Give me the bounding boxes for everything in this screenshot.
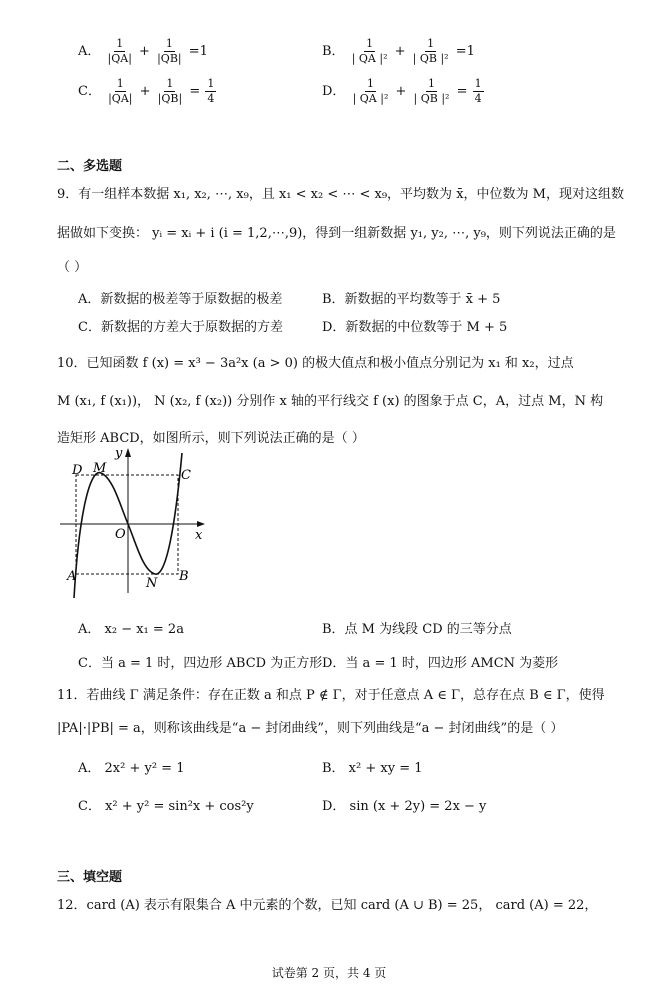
option-9b: B．新数据的平均数等于 x̄ + 5: [322, 292, 501, 307]
fraction: $\frac{1}{4}$: [474, 77, 482, 105]
fraction: $\frac{1}{|QA|}$: [107, 37, 132, 65]
label-a: A: [67, 569, 77, 584]
option-11a: A． 2x² + y² = 1: [78, 761, 185, 776]
label-y: y: [115, 446, 123, 461]
fraction: $\frac{1}{|QA|}$: [108, 77, 133, 105]
fraction: $\frac{1}{\text{| QA |²}}$: [351, 37, 388, 65]
label-b: B: [179, 569, 189, 584]
function-graph: [55, 443, 215, 603]
option-10b: B．点 M 为线段 CD 的三等分点: [322, 622, 512, 637]
fraction: $\frac{1}{\text{| QB |²}}$: [413, 77, 450, 105]
page-footer: 试卷第 2 页，共 4 页: [271, 966, 387, 980]
fraction: $\frac{1}{|QB|}$: [157, 37, 182, 65]
label-x: x: [195, 528, 203, 543]
option-label: D．: [322, 84, 346, 99]
option-10a: A． x₂ − x₁ = 2a: [78, 622, 184, 637]
option-10c: C．当 a = 1 时，四边形 ABCD 为正方形: [78, 656, 323, 671]
option-11b: B． x² + xy = 1: [322, 761, 423, 776]
label-n: N: [146, 576, 158, 591]
question-10-line-1: 10．已知函数 f (x) = x³ − 3a²x (a > 0) 的极大值点和极小值点分别记为 x₁ 和 x₂，过点: [57, 356, 574, 371]
label-m: M: [93, 461, 107, 476]
option-label: C．: [78, 84, 101, 99]
question-9-line-3: （ ）: [57, 260, 88, 275]
fraction: $\frac{1}{|QB|}$: [157, 77, 183, 105]
option-9a: A．新数据的极差等于原数据的极差: [78, 292, 283, 307]
label-o: O: [115, 527, 126, 542]
section-heading-fill-in: 三、填空题: [57, 870, 123, 885]
option-10d: D．当 a = 1 时，四边形 AMCN 为菱形: [322, 656, 559, 671]
option-8a: A． $\frac{1}{|QA|}$ + $\frac{1}{|QB|}$ =1: [78, 37, 208, 65]
question-12-line-1: 12．card (A) 表示有限集合 A 中元素的个数，已知 card (A ∪ B) = 25， card (A) = 22，: [57, 898, 598, 913]
option-11c: C． x² + y² = sin²x + cos²y: [78, 799, 254, 814]
option-8b: B． $\frac{1}{\text{| QA |²}}$ + $\frac{1}{\text{| QB |²}}$ =1: [322, 37, 475, 65]
option-11d: D． sin (x + 2y) = 2x − y: [322, 799, 487, 814]
fraction: $\frac{1}{4}$: [207, 77, 215, 105]
option-label: A．: [78, 44, 101, 59]
label-d: D: [72, 463, 83, 478]
section-heading-multiple-choice: 二、多选题: [57, 159, 123, 174]
question-9-line-2: 据做如下变换： yᵢ = xᵢ + i (i = 1,2,⋯,9)，得到一组新数据 y₁, y₂, ⋯, y₉，则下列说法正确的是: [57, 226, 616, 241]
option-8d: D． $\frac{1}{\text{| QA |²}}$ + $\frac{1}{\text{| QB |²}}$ = $\frac{1}{4}$: [322, 77, 482, 105]
option-8c: C． $\frac{1}{|QA|}$ + $\frac{1}{|QB|}$ = $\frac{1}{4}$: [78, 77, 215, 105]
option-9d: D．新数据的中位数等于 M + 5: [322, 320, 508, 335]
fraction: $\frac{1}{\text{| QA |²}}$: [352, 77, 389, 105]
question-11-line-2: |PA|·|PB| = a，则称该曲线是“a − 封闭曲线”，则下列曲线是“a − 封闭曲线”的是（ ）: [57, 721, 564, 736]
y-axis-arrow-icon: [125, 448, 131, 457]
x-axis-arrow-icon: [197, 521, 205, 527]
option-9c: C．新数据的方差大于原数据的方差: [78, 320, 283, 335]
question-10-line-3: 造矩形 ABCD，如图所示，则下列说法正确的是（ ）: [57, 431, 365, 446]
question-9-line-1: 9．有一组样本数据 x₁, x₂, ⋯, x₉，且 x₁ < x₂ < ⋯ < x₉，平均数为 x̄，中位数为 M，现对这组数: [57, 187, 624, 202]
option-label: B．: [322, 44, 345, 59]
question-10-line-2: M (x₁, f (x₁))， N (x₂, f (x₂)) 分别作 x 轴的平行线交 f (x) 的图象于点 C，A，过点 M，N 构: [57, 394, 604, 409]
fraction: $\frac{1}{\text{| QB |²}}$: [412, 37, 449, 65]
question-11-line-1: 11．若曲线 Γ 满足条件：存在正数 a 和点 P ∉ Γ，对于任意点 A ∈ Γ，总存在点 B ∈ Γ，使得: [57, 688, 605, 703]
label-c: C: [181, 468, 191, 483]
